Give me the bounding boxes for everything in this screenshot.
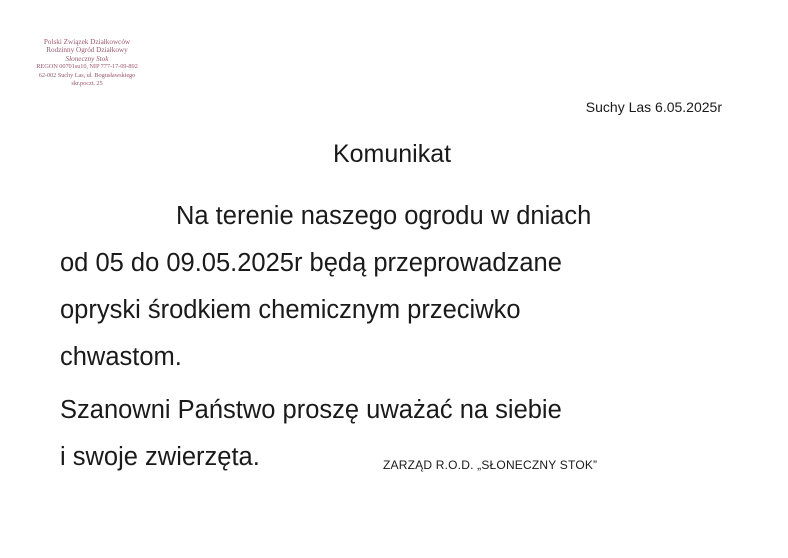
stamp-line: REGON 00701su10, NIP 777-17-09-892 [36,63,138,71]
body-line: opryski środkiem chemicznym przeciwko [60,296,521,324]
body-line: Na terenie naszego ogrodu w dniach [176,202,592,230]
board-signature: ZARZĄD R.O.D. „SŁONECZNY STOK” [383,458,598,472]
document-title: Komunikat [332,140,452,168]
body-line: od 05 do 09.05.2025r będą przeprowadzane [60,249,562,277]
body-line: i swoje zwierzęta. [60,443,260,471]
body-line: chwastom. [60,343,182,371]
organization-stamp [22,38,152,88]
stamp-line: skr.poczt. 25 [71,80,103,88]
announcement-body [60,193,760,481]
body-line: Szanowni Państwo proszę uważać na siebie [60,396,562,424]
stamp-line: Słoneczny Stok [65,54,109,63]
document-date: Suchy Las 6.05.2025r [585,99,722,115]
stamp-line: Rodzinny Ogród Działkowy [46,46,128,55]
stamp-line: Polski Związek Działkowców [43,38,131,46]
stamp-line: 62-002 Suchy Las, ul. Bogusławskiego [38,71,136,79]
